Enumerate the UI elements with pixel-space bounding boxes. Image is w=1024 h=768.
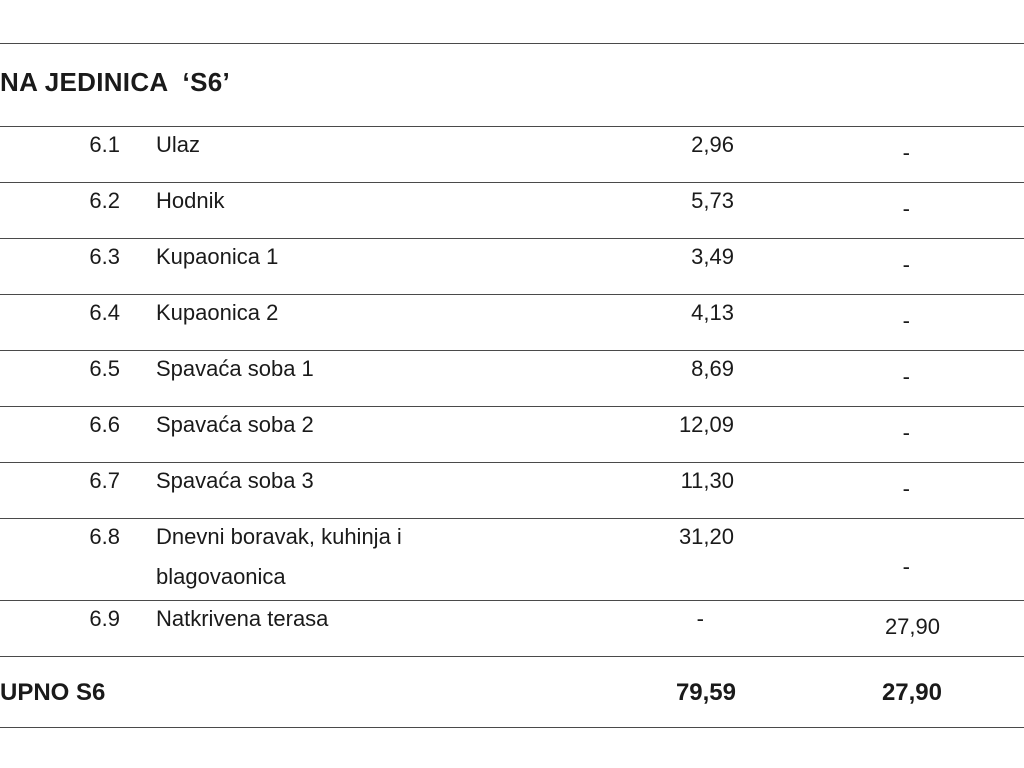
row-divider bbox=[0, 350, 1024, 351]
row-divider bbox=[0, 656, 1024, 657]
room-area: 2,96 bbox=[691, 132, 734, 157]
row-divider bbox=[0, 182, 1024, 183]
total-extra-area: 27,90 bbox=[881, 679, 942, 706]
room-name: Kupaonica 1 bbox=[156, 244, 279, 269]
room-extra-area: - bbox=[902, 554, 910, 579]
total-area: 79,59 bbox=[675, 679, 736, 706]
room-extra-area: 27,90 bbox=[884, 614, 940, 639]
room-number: 6.9 bbox=[89, 606, 120, 631]
unit-title: NA JEDINICA ‘S6’ bbox=[0, 67, 230, 97]
total-label: UPNO S6 bbox=[0, 679, 106, 706]
room-area: 5,73 bbox=[691, 188, 734, 213]
room-number: 6.2 bbox=[89, 188, 120, 213]
room-area: - bbox=[696, 606, 704, 631]
room-name: Kupaonica 2 bbox=[156, 300, 279, 325]
row-divider bbox=[0, 126, 1024, 127]
room-number: 6.6 bbox=[89, 412, 120, 437]
room-name: Natkrivena terasa bbox=[156, 606, 329, 631]
room-name: Ulaz bbox=[156, 132, 201, 157]
room-number: 6.4 bbox=[89, 300, 120, 325]
room-area: 11,30 bbox=[680, 468, 734, 493]
table-top-rule bbox=[0, 43, 1024, 44]
room-area: 31,20 bbox=[678, 524, 734, 549]
room-name: Dnevni boravak, kuhinja i blagovaonica bbox=[156, 524, 402, 589]
room-extra-area: - bbox=[902, 308, 910, 333]
room-area: 4,13 bbox=[691, 300, 734, 325]
room-extra-area: - bbox=[902, 364, 910, 389]
room-area: 12,09 bbox=[678, 412, 734, 437]
room-area: 3,49 bbox=[691, 244, 734, 269]
room-number: 6.7 bbox=[89, 468, 120, 493]
room-name: Hodnik bbox=[156, 188, 225, 213]
room-name: Spavaća soba 1 bbox=[156, 356, 314, 381]
row-divider bbox=[0, 462, 1024, 463]
room-extra-area: - bbox=[902, 140, 910, 165]
room-number: 6.1 bbox=[89, 132, 120, 157]
room-name: Spavaća soba 3 bbox=[156, 468, 314, 493]
room-name: Spavaća soba 2 bbox=[156, 412, 314, 437]
room-area: 8,69 bbox=[691, 356, 734, 381]
room-extra-area: - bbox=[902, 476, 910, 501]
room-extra-area: - bbox=[902, 196, 910, 221]
table-bottom-rule bbox=[0, 727, 1024, 728]
row-divider bbox=[0, 518, 1024, 519]
row-divider bbox=[0, 406, 1024, 407]
room-number: 6.8 bbox=[89, 524, 120, 549]
room-extra-area: - bbox=[902, 252, 910, 277]
row-divider bbox=[0, 294, 1024, 295]
room-number: 6.5 bbox=[89, 356, 120, 381]
room-extra-area: - bbox=[902, 420, 910, 445]
room-number: 6.3 bbox=[89, 244, 120, 269]
row-divider bbox=[0, 238, 1024, 239]
row-divider bbox=[0, 600, 1024, 601]
